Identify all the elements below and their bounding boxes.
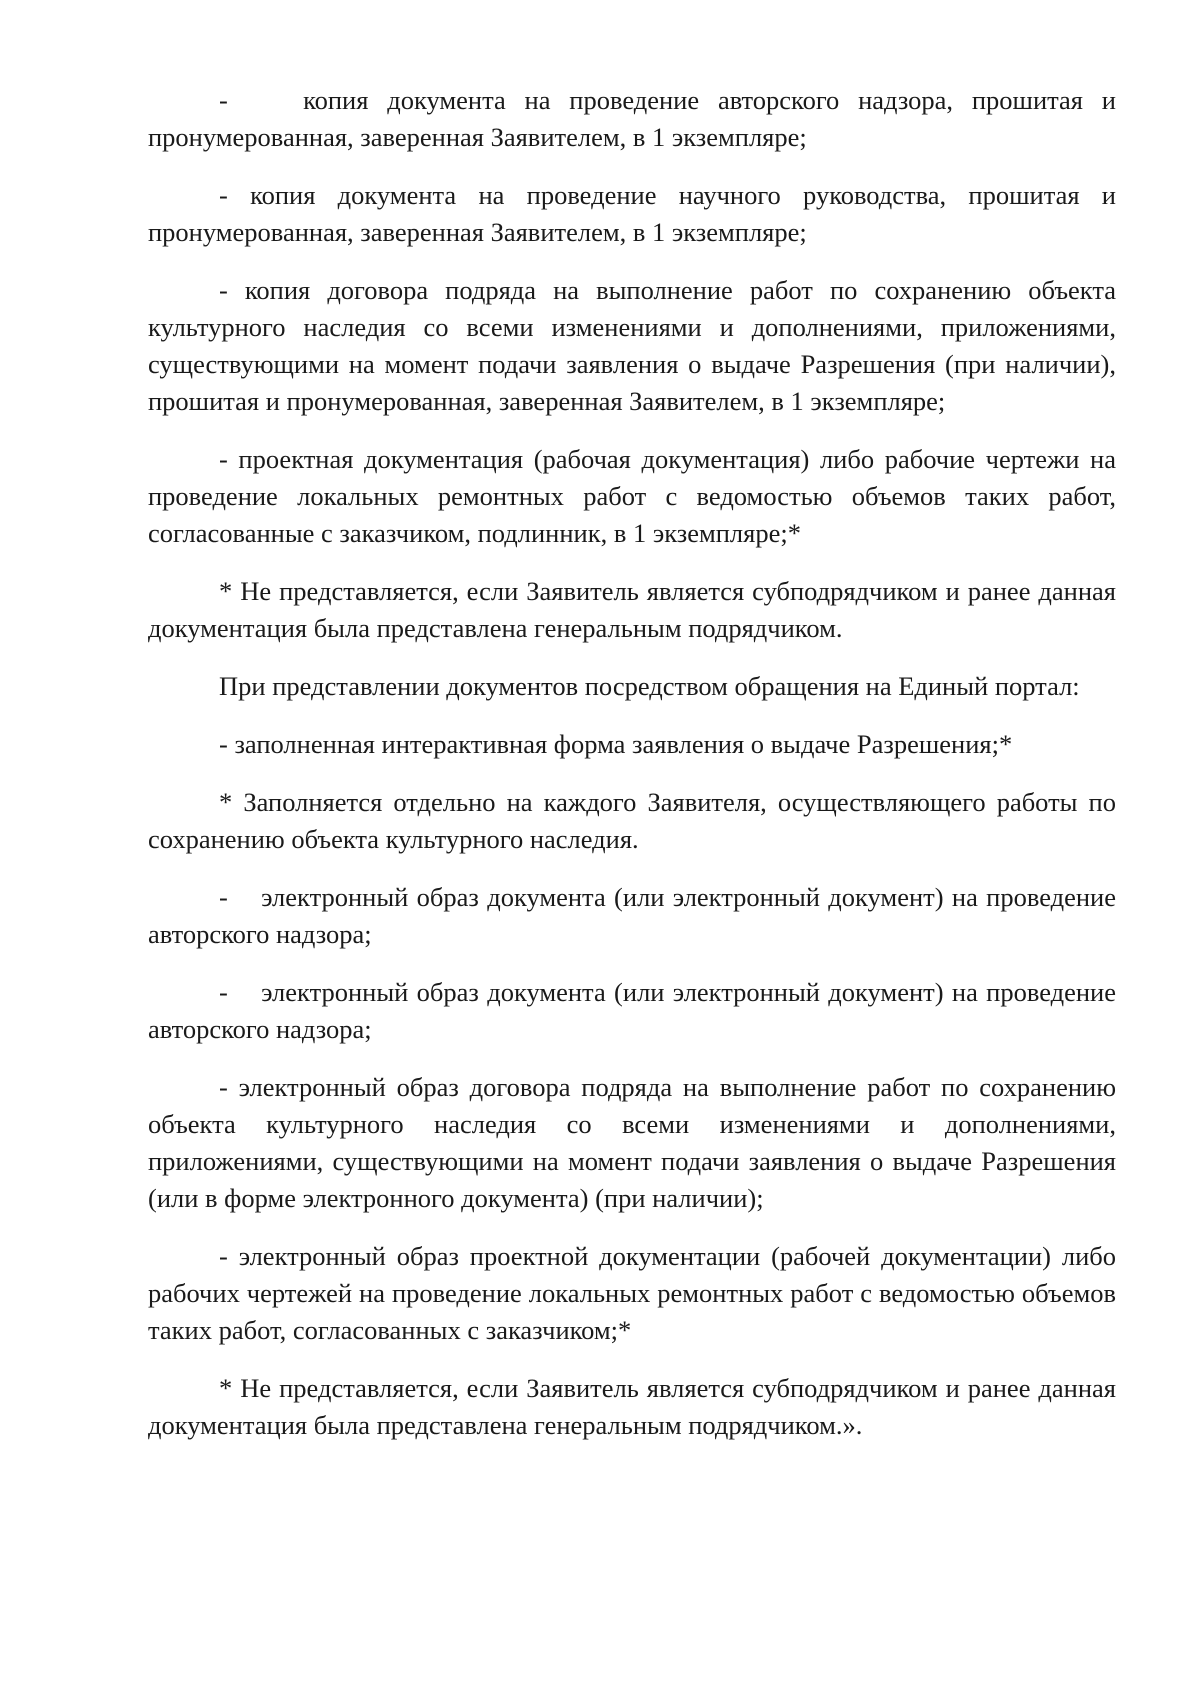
list-item-electronic-contract: - электронный образ договора подряда на выполнение работ по сохранению объекта культурного наследия со всеми изменениями и дополнениями, приложениями, существующими на момент подачи заявления о выдаче Разрешения (или в форме электронного документа) (при наличии); [148, 1072, 1116, 1213]
list-item-scientific-guidance-copy: - копия документа на проведение научного руководства, прошитая и пронумерованная, заверенная Заявителем, в 1 экземпляре; [148, 180, 1116, 247]
list-item-electronic-author-supervision: - электронный образ документа (или электронный документ) на проведение авторского надзора; [148, 882, 1123, 949]
document-page [148, 82, 1123, 1465]
list-item-contract-copy: - копия договора подряда на выполнение работ по сохранению объекта культурного наследия со всеми изменениями и дополнениями, приложениями, существующими на момент подачи заявления о выдаче Разрешения (при наличии), прошитая и пронумерованная, заверенная Заявителем, в 1 экземпляре; [148, 275, 1116, 416]
list-item-electronic-author-supervision-repeat: - электронный образ документа (или электронный документ) на проведение авторского надзора; [148, 977, 1123, 1044]
footnote-subcontractor-closing: * Не представляется, если Заявитель является субподрядчиком и ранее данная документация была представлена генеральным подрядчиком.». [148, 1373, 1116, 1440]
list-item-electronic-project-documentation: - электронный образ проектной документации (рабочей документации) либо рабочих чертежей на проведение локальных ремонтных работ с ведомостью объемов таких работ, согласованных с заказчиком;* [148, 1241, 1116, 1345]
portal-submission-intro: При представлении документов посредством обращения на Единый портал: [219, 671, 1080, 701]
list-item-project-documentation: - проектная документация (рабочая документация) либо рабочие чертежи на проведение локальных ремонтных работ с ведомостью объемов таких работ, согласованные с заказчиком, подлинник, в 1 экземпляре;* [148, 444, 1116, 548]
footnote-each-applicant: * Заполняется отдельно на каждого Заявителя, осуществляющего работы по сохранению объекта культурного наследия. [148, 787, 1116, 854]
list-item-author-supervision-copy: - копия документа на проведение авторского надзора, прошитая и пронумерованная, заверенная Заявителем, в 1 экземпляре; [148, 85, 1123, 152]
footnote-subcontractor: * Не представляется, если Заявитель является субподрядчиком и ранее данная документация была представлена генеральным подрядчиком. [148, 576, 1116, 643]
list-item-interactive-form: - заполненная интерактивная форма заявления о выдаче Разрешения;* [219, 729, 1013, 759]
